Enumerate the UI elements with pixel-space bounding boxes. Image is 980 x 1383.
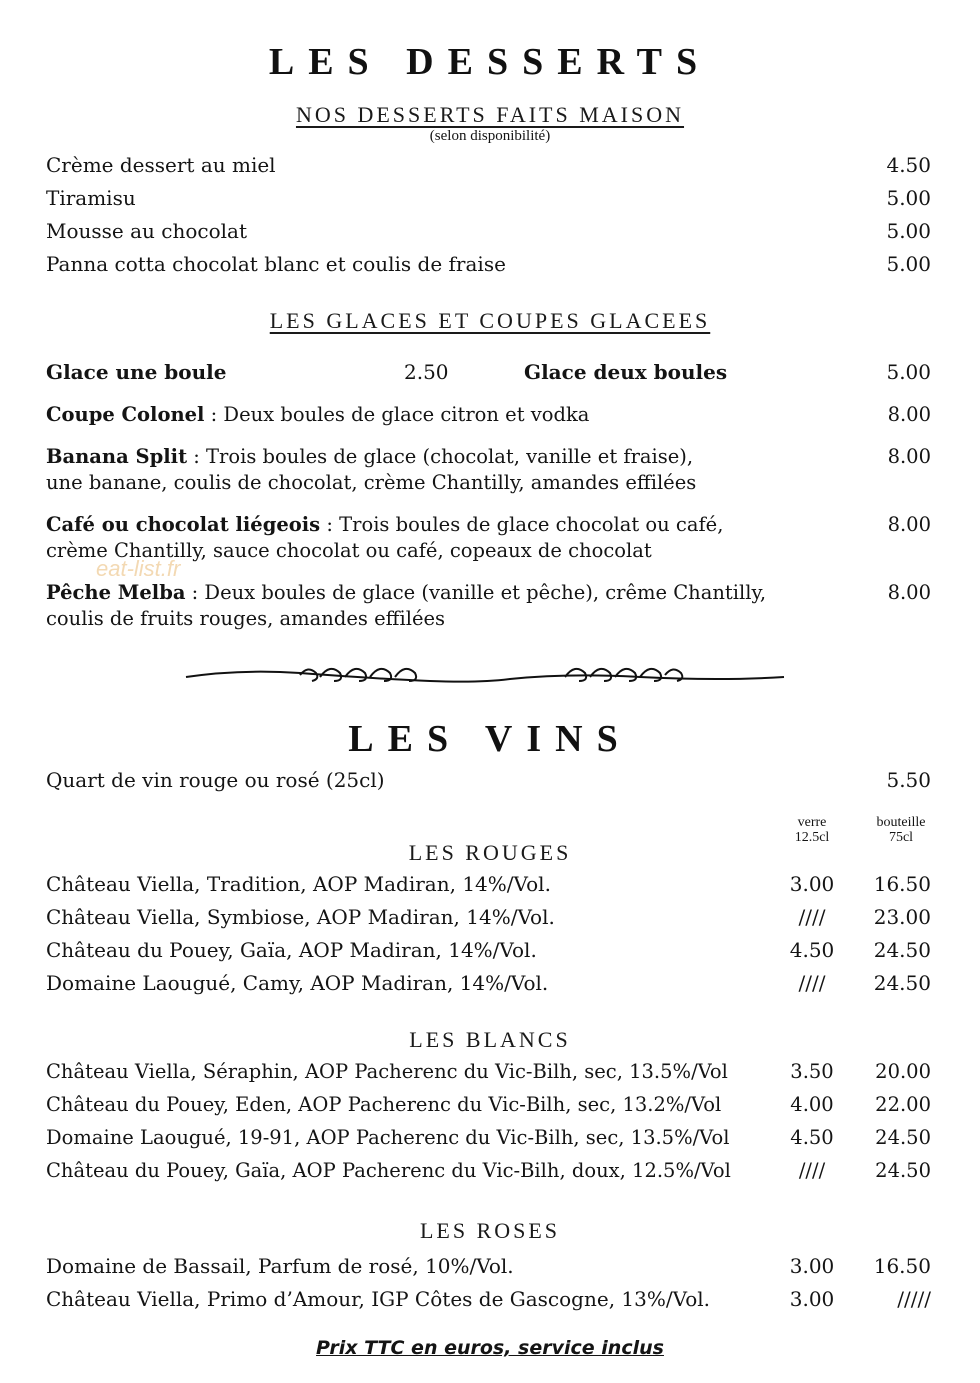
- coupe-desc-line2: crème Chantilly, sauce chocolat ou café, copeaux de chocolat: [46, 539, 652, 562]
- coupe-name: Café ou chocolat liégeois: [46, 513, 321, 536]
- wine-row: [46, 1254, 931, 1284]
- glace-two-price: 5.00: [886, 360, 931, 384]
- ornament-divider: [180, 655, 790, 695]
- wine-verre-price: 3.00: [789, 1287, 835, 1311]
- blancs-title: LES BLANCS: [409, 1027, 571, 1052]
- vins-title: LES VINS: [348, 718, 632, 760]
- footer-note: [0, 1337, 980, 1359]
- homemade-title-text: NOS DESSERTS FAITS MAISON: [295, 102, 685, 127]
- wine-verre-price: 3.00: [789, 872, 835, 896]
- wine-verre-price: 3.50: [790, 1060, 834, 1083]
- coupe-desc-line2: une banane, coulis de chocolat, crème Chantilly, amandes effilées: [46, 471, 697, 494]
- wine-verre-price: ////: [798, 971, 826, 995]
- coupe-price: 8.00: [887, 581, 931, 604]
- coupe-name: Pêche Melba: [46, 581, 186, 604]
- wine-bouteille-price: 24.50: [875, 1126, 931, 1149]
- dessert-name: Crème dessert au miel: [46, 153, 276, 177]
- rouges-title: LES ROUGES: [408, 840, 572, 865]
- wine-name: Château Viella, Primo d’Amour, IGP Côtes de Gascogne, 13%/Vol.: [46, 1287, 711, 1311]
- column-verre-size: 12.5cl: [794, 830, 830, 845]
- wine-name: Domaine de Bassail, Parfum de rosé, 10%/Vol.: [46, 1254, 514, 1278]
- dessert-price: 4.50: [886, 153, 931, 177]
- wine-name: Château Viella, Symbiose, AOP Madiran, 14%/Vol.: [46, 905, 555, 929]
- dessert-row: [46, 219, 931, 249]
- glace-one-price: 2.50: [404, 360, 449, 384]
- wine-row: [46, 905, 931, 935]
- wine-name: Château Viella, Séraphin, AOP Pacherenc du Vic-Bilh, sec, 13.5%/Vol: [46, 1060, 728, 1083]
- column-bouteille-size: 75cl: [888, 830, 914, 845]
- wine-name: Château Viella, Tradition, AOP Madiran, 14%/Vol.: [46, 872, 551, 896]
- glace-row: [46, 360, 931, 390]
- wine-verre-price: 3.00: [789, 1254, 835, 1278]
- dessert-name: Tiramisu: [46, 186, 136, 210]
- footer-note-text: Prix TTC en euros, service inclus: [316, 1337, 664, 1359]
- quart-price: 5.50: [886, 768, 931, 792]
- dessert-row: [46, 153, 931, 183]
- wine-bouteille-price: 16.50: [873, 872, 931, 896]
- wine-row: [46, 1060, 931, 1090]
- wine-bouteille-price: 24.50: [873, 938, 931, 962]
- coupe-desc: : Deux boules de glace citron et vodka: [204, 403, 590, 426]
- dessert-name: Panna cotta chocolat blanc et coulis de fraise: [46, 252, 506, 276]
- wine-name: Domaine Laougué, 19-91, AOP Pacherenc du Vic-Bilh, sec, 13.5%/Vol: [46, 1126, 730, 1149]
- watermark: eat-list.fr: [96, 556, 181, 581]
- dessert-price: 5.00: [886, 219, 931, 243]
- wine-verre-price: 4.50: [789, 938, 835, 962]
- glaces-title: [0, 308, 980, 334]
- quart-row: [46, 768, 931, 798]
- coupe-desc-line2: coulis de fruits rouges, amandes effilées: [46, 607, 446, 630]
- coupe-desc: : Deux boules de glace (vanille et pêche), crême Chantilly,: [185, 581, 767, 604]
- wine-name: Château du Pouey, Gaïa, AOP Madiran, 14%/Vol.: [46, 938, 537, 962]
- wine-row: [46, 938, 931, 968]
- wine-name: Château du Pouey, Gaïa, AOP Pacherenc du Vic-Bilh, doux, 12.5%/Vol: [46, 1159, 731, 1182]
- wine-verre-price: ////: [798, 905, 826, 929]
- wine-name: Domaine Laougué, Camy, AOP Madiran, 14%/Vol.: [46, 971, 549, 995]
- glace-one-name: Glace une boule: [46, 360, 227, 384]
- coupe-name: Banana Split: [46, 445, 188, 468]
- homemade-title: [0, 102, 980, 128]
- wine-name: Château du Pouey, Eden, AOP Pacherenc du Vic-Bilh, sec, 13.2%/Vol: [46, 1093, 722, 1116]
- wine-bouteille-price: 16.50: [873, 1254, 931, 1278]
- coupe-price: 8.00: [887, 513, 931, 536]
- wine-bouteille-price: 23.00: [873, 905, 931, 929]
- dessert-price: 5.00: [886, 186, 931, 210]
- dessert-row: [46, 252, 931, 282]
- wine-row: [46, 971, 931, 1001]
- wine-verre-price: ////: [798, 1159, 826, 1182]
- wine-row: [46, 872, 931, 902]
- glace-two-name: Glace deux boules: [524, 360, 728, 384]
- wine-row: [46, 1287, 931, 1317]
- wine-bouteille-price: 24.50: [873, 971, 931, 995]
- dessert-price: 5.00: [886, 252, 931, 276]
- wine-bouteille-price: 22.00: [875, 1093, 931, 1116]
- coupe-desc: : Trois boules de glace chocolat ou café,: [320, 513, 724, 536]
- glaces-title-text: LES GLACES ET COUPES GLACEES: [269, 308, 711, 333]
- wine-bouteille-price: 20.00: [875, 1060, 931, 1083]
- coupe-price: 8.00: [887, 445, 931, 468]
- homemade-note: (selon disponibilité): [429, 128, 551, 144]
- column-bouteille-label: bouteille: [876, 815, 926, 830]
- column-verre-label: verre: [797, 815, 827, 830]
- dessert-row: [46, 186, 931, 216]
- roses-title: LES ROSES: [419, 1218, 561, 1243]
- coupe-name: Coupe Colonel: [46, 403, 205, 426]
- wine-row: [46, 1093, 931, 1123]
- wine-row: [46, 1126, 931, 1156]
- desserts-title: LES DESSERTS: [268, 41, 712, 83]
- coupe-desc: : Trois boules de glace (chocolat, vanille et fraise),: [187, 445, 694, 468]
- wine-bouteille-price: /////: [897, 1287, 931, 1311]
- coupe-price: 8.00: [887, 403, 931, 426]
- wine-bouteille-price: 24.50: [875, 1159, 931, 1182]
- wine-verre-price: 4.00: [790, 1093, 834, 1116]
- quart-name: Quart de vin rouge ou rosé (25cl): [46, 768, 385, 792]
- wine-row: [46, 1159, 931, 1189]
- wine-verre-price: 4.50: [790, 1126, 834, 1149]
- dessert-name: Mousse au chocolat: [46, 219, 248, 243]
